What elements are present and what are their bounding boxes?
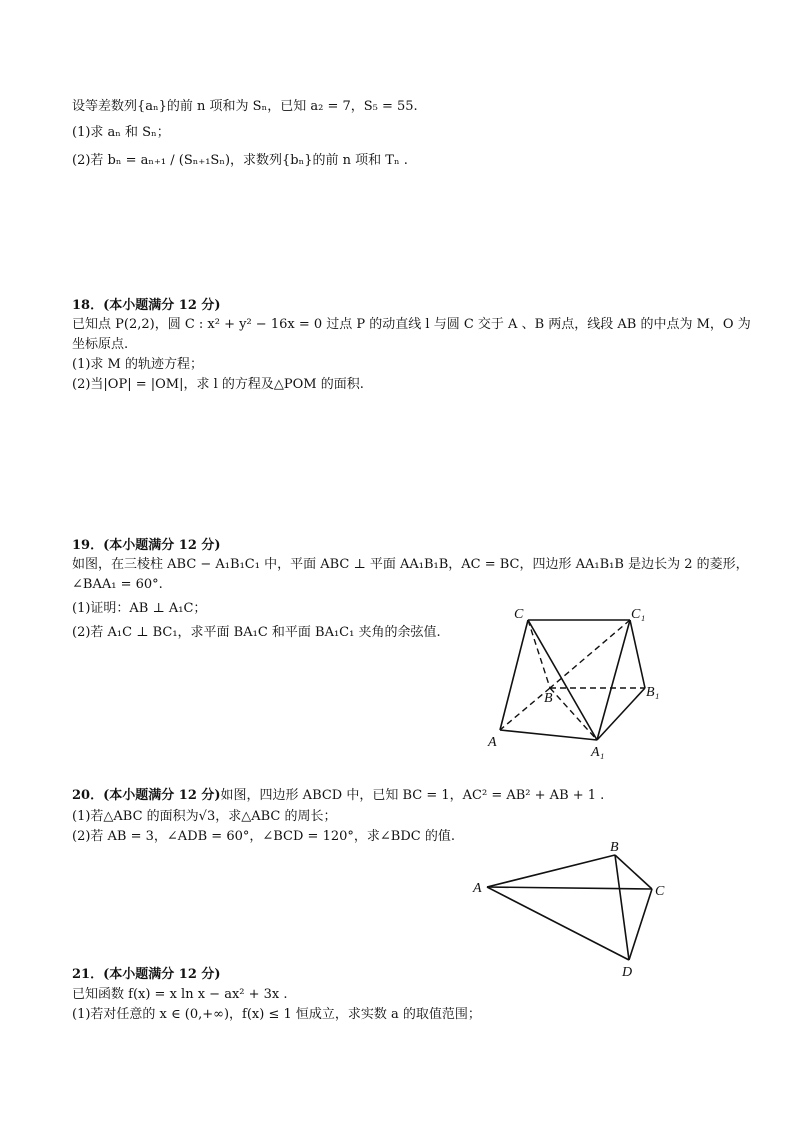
problem17-intro: 设等差数列{aₙ}的前 n 项和为 Sₙ，已知 a₂ = 7，S₅ = 55. bbox=[72, 99, 418, 114]
label-C: C bbox=[514, 607, 524, 622]
problem17-part2: (2)若 bₙ = aₙ₊₁ / (Sₙ₊₁Sₙ)，求数列{bₙ}的前 n 项和 Tₙ . bbox=[72, 153, 408, 168]
problem19-part2: (2)若 A₁C ⊥ BC₁，求平面 BA₁C 和平面 BA₁C₁ 夹角的余弦值. bbox=[72, 625, 441, 640]
problem19-line1: 如图，在三棱柱 ABC − A₁B₁C₁ 中，平面 ABC ⊥ 平面 AA₁B₁B，AC = BC，四边形 AA₁B₁B 是边长为 2 的菱形， bbox=[72, 557, 749, 572]
problem21-part1: (1)若对任意的 x ∈ (0,+∞)，f(x) ≤ 1 恒成立，求实数 a 的取值范围； bbox=[72, 1007, 481, 1022]
quadrilateral-figure bbox=[465, 835, 680, 980]
problem20-part2: (2)若 AB = 3，∠ADB = 60°，∠BCD = 120°，求∠BDC 的值. bbox=[72, 829, 455, 844]
label-A: A bbox=[473, 881, 482, 896]
segment-AB bbox=[487, 855, 615, 887]
edge-AA1 bbox=[500, 730, 597, 740]
edge-CA bbox=[500, 620, 528, 730]
problem18-line1: 已知点 P(2,2)，圆 C : x² + y² − 16x = 0 过点 P 的动直线 l 与圆 C 交于 A 、B 两点，线段 AB 的中点为 M，O 为 bbox=[72, 317, 751, 332]
edge-BA-hidden bbox=[500, 688, 550, 730]
edge-CA1 bbox=[528, 620, 597, 740]
problem20-first-line bbox=[72, 787, 604, 805]
problem18-line2: 坐标原点. bbox=[72, 337, 129, 352]
segment-BD bbox=[615, 855, 629, 960]
problem20-heading: 20．(本小题满分 12 分) bbox=[72, 788, 221, 803]
label-C1: C₁ bbox=[631, 607, 646, 622]
label-C: C bbox=[655, 884, 665, 899]
problem18-heading: 18．(本小题满分 12 分) bbox=[72, 298, 221, 313]
problem19-line2: ∠BAA₁ = 60°. bbox=[72, 577, 163, 592]
problem20-part1: (1)若△ABC 的面积为√3，求△ABC 的周长； bbox=[72, 809, 337, 824]
problem17-part1: (1)求 aₙ 和 Sₙ； bbox=[72, 125, 170, 140]
problem18-part2: (2)当|OP| = |OM|，求 l 的方程及△POM 的面积. bbox=[72, 377, 364, 392]
segment-AC bbox=[487, 887, 652, 889]
edge-BA1-hidden bbox=[550, 688, 597, 740]
problem19-heading: 19．(本小题满分 12 分) bbox=[72, 538, 221, 553]
prism-figure bbox=[470, 600, 680, 760]
label-A: A bbox=[488, 735, 497, 750]
edge-C1B1 bbox=[630, 620, 645, 688]
segment-AD bbox=[487, 887, 629, 960]
label-A1: A₁ bbox=[591, 745, 605, 760]
problem21-heading: 21．(本小题满分 12 分) bbox=[72, 967, 221, 982]
problem20-line1: 如图，四边形 ABCD 中，已知 BC = 1，AC² = AB² + AB + 1 . bbox=[220, 788, 605, 803]
problem19-part1: (1)证明：AB ⊥ A₁C； bbox=[72, 601, 207, 616]
label-D: D bbox=[622, 965, 633, 980]
segment-BC bbox=[615, 855, 652, 889]
problem21-line1: 已知函数 f(x) = x ln x − ax² + 3x . bbox=[72, 987, 288, 1002]
label-B1: B₁ bbox=[646, 685, 660, 700]
label-B: B bbox=[544, 691, 553, 706]
problem18-part1: (1)求 M 的轨迹方程； bbox=[72, 357, 203, 372]
label-B: B bbox=[610, 840, 619, 855]
segment-CD bbox=[629, 889, 652, 960]
